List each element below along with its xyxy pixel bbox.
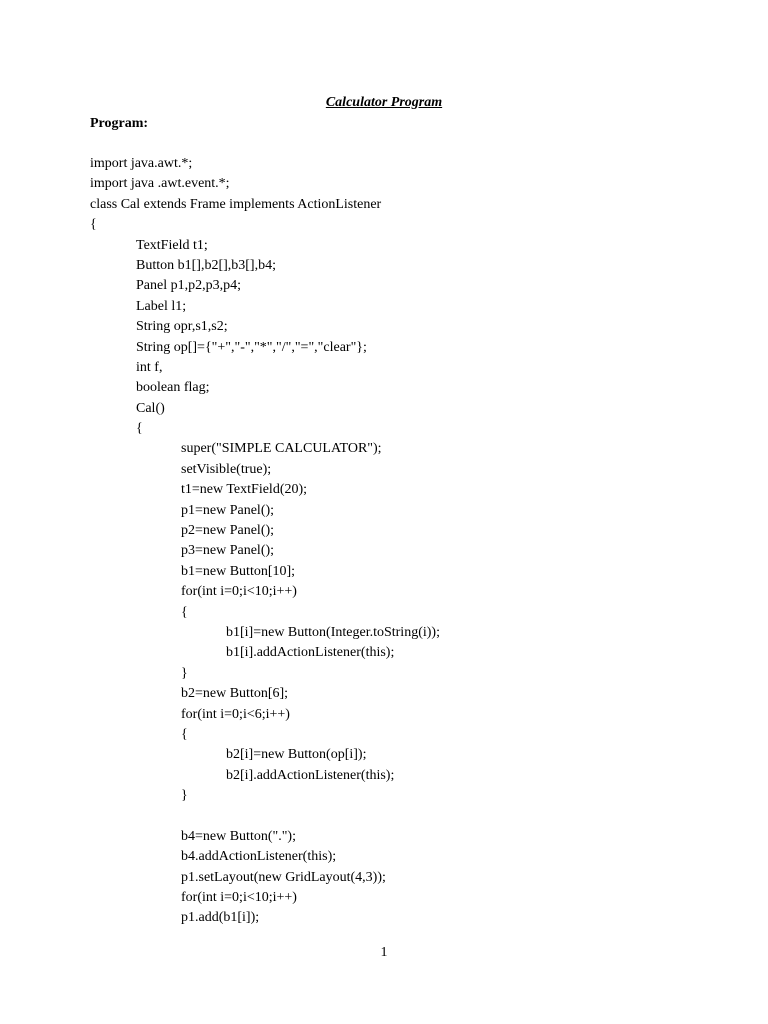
code-line: {: [181, 726, 188, 742]
code-listing: [0, 154, 768, 929]
page-number: 1: [380, 945, 388, 960]
code-line: }: [181, 788, 188, 804]
document-title: Calculator Program: [325, 95, 443, 110]
code-line: for(int i=0;i<10;i++): [181, 890, 297, 906]
code-line: {: [181, 604, 188, 620]
code-line: Cal(): [136, 400, 165, 416]
code-line: {: [90, 217, 97, 233]
code-line: for(int i=0;i<6;i++): [181, 706, 290, 722]
code-line: super("SIMPLE CALCULATOR");: [181, 441, 382, 457]
code-line: String op[]={"+","-","*","/","=","clear"};: [136, 339, 367, 355]
code-line: p1.add(b1[i]);: [181, 910, 260, 926]
code-line: for(int i=0;i<10;i++): [181, 584, 297, 600]
code-line: b4.addActionListener(this);: [181, 849, 337, 865]
code-line: b2=new Button[6];: [181, 686, 289, 702]
code-line: import java.awt.*;: [90, 156, 193, 171]
code-line: b1=new Button[10];: [181, 563, 296, 579]
code-line: boolean flag;: [136, 380, 210, 396]
code-line: TextField t1;: [136, 237, 208, 253]
program-heading: Program:: [90, 116, 149, 131]
code-line: Panel p1,p2,p3,p4;: [136, 278, 241, 294]
code-line: import java .awt.event.*;: [90, 176, 230, 192]
code-line: t1=new TextField(20);: [181, 482, 308, 498]
code-line: b1[i].addActionListener(this);: [226, 645, 395, 661]
code-line: setVisible(true);: [181, 461, 272, 477]
code-line: b2[i].addActionListener(this);: [226, 767, 395, 783]
code-line: class Cal extends Frame implements ActionListener: [90, 196, 382, 212]
code-line: p3=new Panel();: [181, 543, 275, 559]
code-line: Label l1;: [136, 298, 187, 314]
code-line: String opr,s1,s2;: [136, 319, 228, 335]
code-line: b1[i]=new Button(Integer.toString(i));: [226, 624, 440, 640]
code-line: int f,: [136, 359, 163, 375]
code-line: b2[i]=new Button(op[i]);: [226, 747, 367, 763]
code-line: p1=new Panel();: [181, 502, 275, 518]
code-line: b4=new Button(".");: [181, 828, 296, 844]
code-line: {: [136, 421, 143, 437]
code-line: p2=new Panel();: [181, 523, 275, 539]
code-line: [0, 807, 768, 827]
code-line: p1.setLayout(new GridLayout(4,3));: [181, 869, 386, 885]
code-line: }: [181, 665, 188, 681]
code-line: Button b1[],b2[],b3[],b4;: [136, 257, 276, 273]
